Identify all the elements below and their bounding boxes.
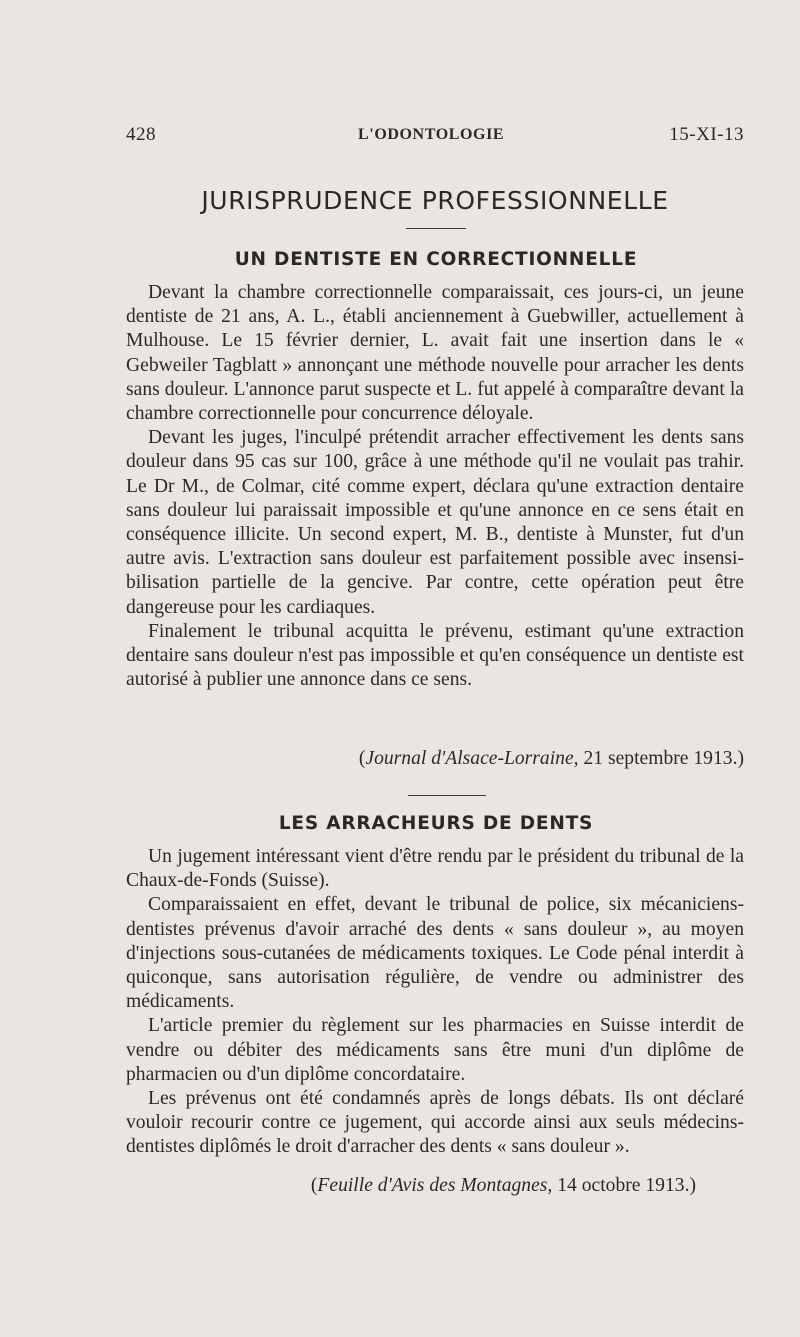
- citation-date: 21 septembre 1913.): [583, 748, 744, 769]
- journal-name: L'ODONTOLOGIE: [358, 126, 505, 143]
- issue-date: 15-XI-13: [669, 124, 744, 145]
- paragraph: Un jugement intéressant vient d'être rendu par le président du tribunal de la Chaux-de-Fonds (Suisse).: [126, 846, 744, 892]
- paragraph: L'article premier du règlement sur les pharmacies en Suisse interdit de vendre ou débiter des médicaments sans être muni d'un diplôme de pharmacien ou d'un diplôme concordataire.: [126, 1015, 744, 1085]
- paragraph: Comparaissaient en effet, devant le tribunal de police, six mécaniciens-dentistes prévenus d'avoir arraché des dents « sans douleur », au moyen d'injections sous-cutanées de médicaments toxiques. Le Code pénal interdit à quiconque, sans autorisation régulière, de vendre ou administrer des médicaments.: [126, 894, 744, 1013]
- section-1-body: [126, 281, 744, 692]
- citation-date: 14 octobre 1913.): [557, 1175, 696, 1196]
- citation-1: (Journal d'Alsace-Lorraine, 21 septembre 1913.): [358, 748, 744, 769]
- citation-2: (Feuille d'Avis des Montagnes, 14 octobre 1913.): [310, 1175, 696, 1196]
- citation-source: Journal d'Alsace-Lorraine,: [365, 748, 579, 769]
- paragraph: Devant les juges, l'inculpé prétendit arracher effectivement les dents sans douleur dans 95 cas sur 100, grâce à une méthode qu'il ne voulait pas trahir. Le Dr M., de Colmar, cité comme expert, déclara qu'une extraction dentaire sans douleur lui paraissait impossible et qu'une annonce en ce sens était en conséquence illicite. Un second expert, M. B., dentiste à Munster, fut d'un autre avis. L'extraction sans douleur est parfaitement possible avec insensibilisation partielle de la gencive. Par contre, cette opération peut être dangereuse pour les cardiaques.: [126, 427, 744, 618]
- running-header: [126, 124, 744, 152]
- section-heading-1: UN DENTISTE EN CORRECTIONNELLE: [234, 249, 638, 270]
- page-title: JURISPRUDENCE PROFESSIONNELLE: [201, 186, 669, 215]
- page-number: 428: [126, 124, 156, 145]
- citation-source: Feuille d'Avis des Montagnes,: [317, 1175, 553, 1196]
- paragraph: Finalement le tribunal acquitta le prévenu, estimant qu'une extraction dentaire sans douleur n'est pas impossible et qu'en conséquence un dentiste est autorisé à publier une annonce dans ce sens.: [126, 620, 744, 691]
- paragraph: Les prévenus ont été condamnés après de longs débats. Ils ont déclaré vouloir recourir contre ce jugement, qui accorde ainsi aux seuls médecins-dentistes diplômés le droit d'arracher des dents « sans douleur ».: [126, 1088, 744, 1158]
- title-divider: [406, 228, 466, 229]
- section-divider: [408, 795, 486, 796]
- section-2-body: [126, 845, 744, 1160]
- section-heading-2: LES ARRACHEURS DE DENTS: [278, 813, 594, 834]
- paragraph: Devant la chambre correctionnelle comparaissait, ces jours-ci, un jeune dentiste de 21 ans, A. L., établi anciennement à Guebwiller, actuellement à Mulhouse. Le 15 février dernier, L. avait fait une insertion dans le « Gebweiler Tagblatt » annonçant une méthode nouvelle pour arracher les dents sans douleur. L'annonce parut suspecte et L. fut appelé à comparaître devant la chambre correctionnelle pour concurrence déloyale.: [126, 282, 744, 425]
